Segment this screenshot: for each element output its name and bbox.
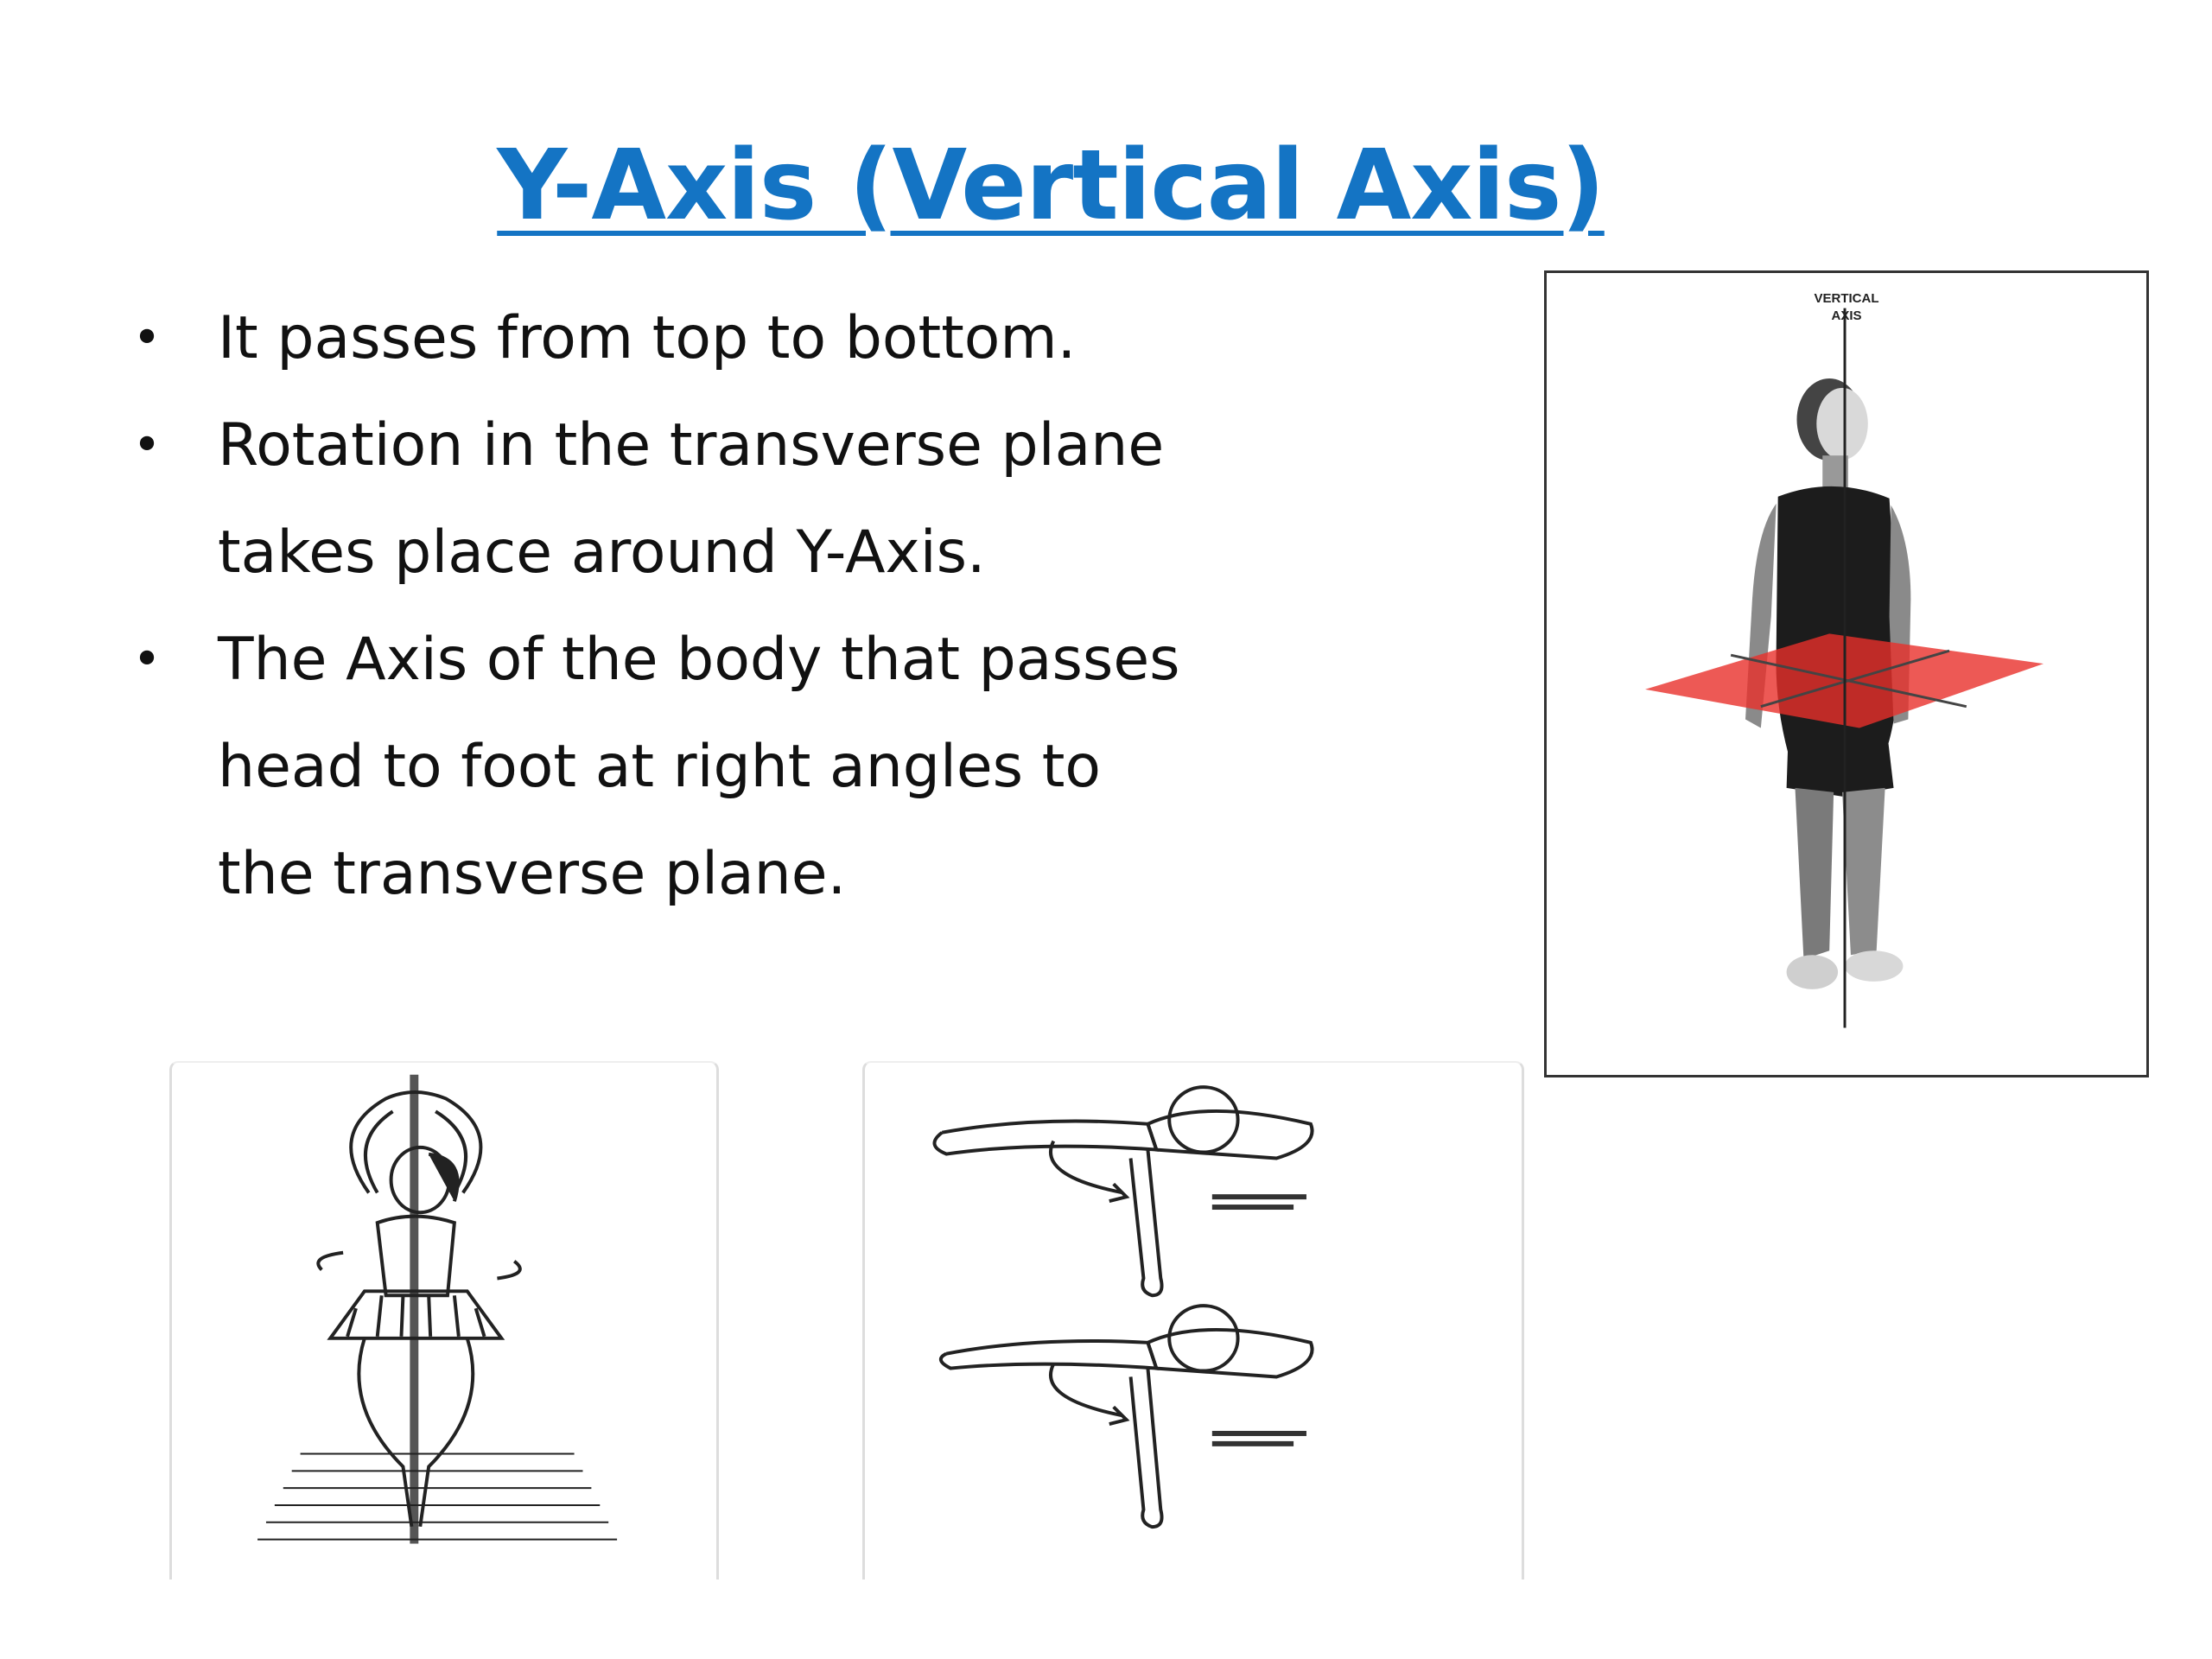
bullet-text: Rotation in the transverse plane xyxy=(218,411,1165,480)
bullet-item xyxy=(121,285,1244,392)
bullet-list xyxy=(121,285,1244,928)
bullet-text-continuation: head to foot at right angles to xyxy=(218,733,1101,801)
bullet-text-continuation: takes place around Y-Axis. xyxy=(218,518,986,587)
slide-title xyxy=(0,130,2101,242)
bullet-item xyxy=(121,392,1244,607)
bullet-dot: • xyxy=(132,417,162,474)
rotation-around-axis-figure xyxy=(169,1061,719,1580)
bullet-dot: • xyxy=(132,632,162,688)
shoulder-rotation-illustration xyxy=(865,1063,1522,1580)
bullet-text: The Axis of the body that passes xyxy=(218,626,1180,694)
bullet-dot: • xyxy=(132,310,162,366)
vertical-axis-figure xyxy=(1544,270,2149,1077)
vertical-axis-label: VERTICAL AXIS xyxy=(1814,291,1879,323)
ballerina-illustration xyxy=(172,1063,716,1580)
standing-person-illustration xyxy=(1547,273,2146,1075)
horizontal-abduction-figure xyxy=(862,1061,1524,1580)
slide-title-text: Y-Axis (Vertical Axis) xyxy=(497,130,1605,242)
bullet-text: It passes from top to bottom. xyxy=(218,304,1077,372)
bullet-text-continuation: the transverse plane. xyxy=(218,840,847,908)
bullet-item xyxy=(121,607,1244,928)
